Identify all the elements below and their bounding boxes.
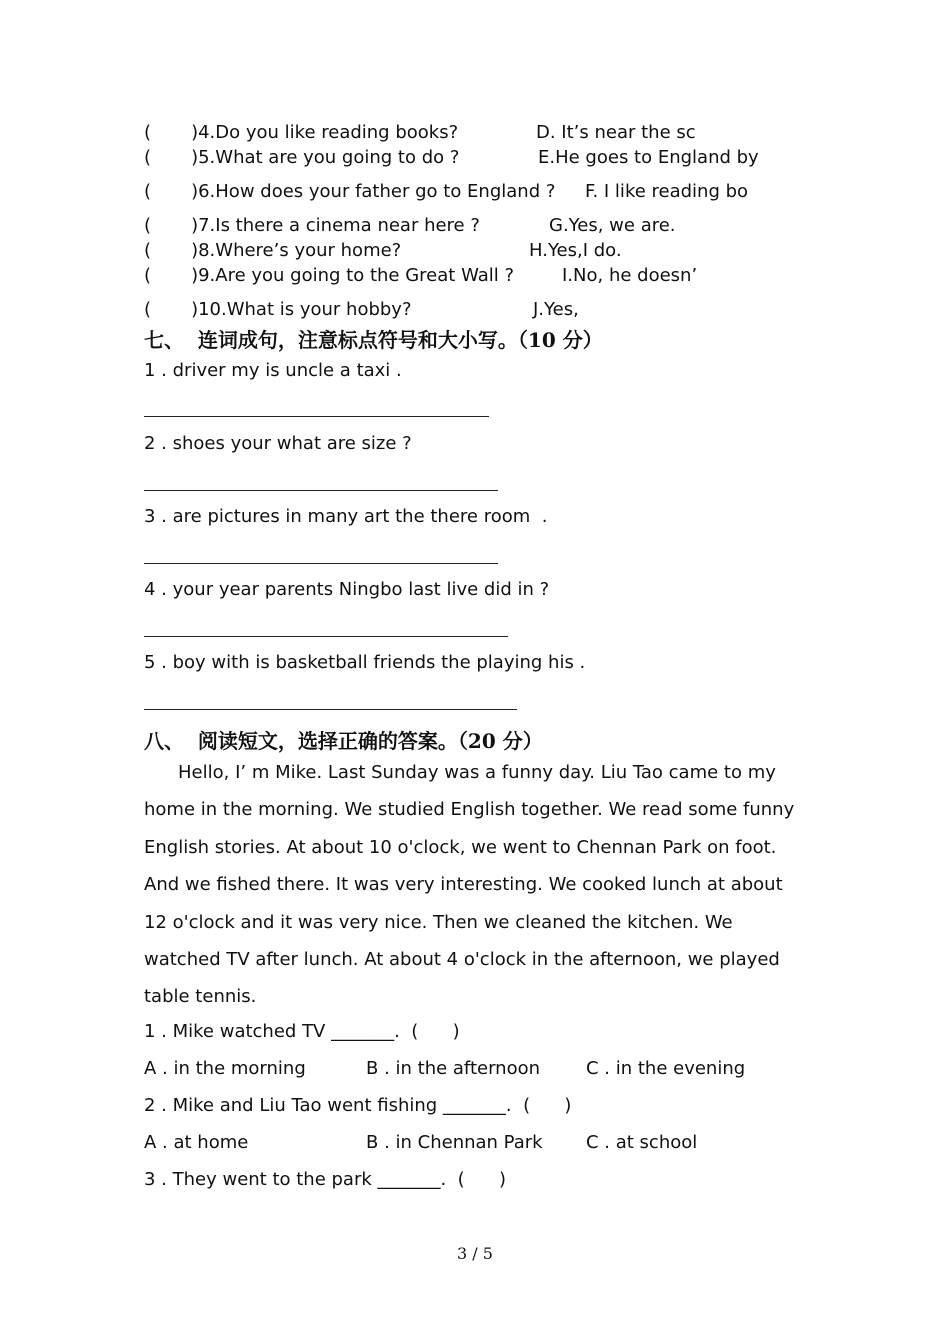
sentence-item: 2 . shoes your what are size ?: [144, 433, 412, 454]
matching-answer: D. It’s near the sc: [536, 122, 696, 143]
answer-line[interactable]: [144, 636, 508, 637]
q2-option-c: C . at school: [586, 1132, 698, 1153]
q1-option-a: A . in the morning: [144, 1058, 306, 1079]
question-3: 3 . They went to the park _______. ( ): [144, 1169, 507, 1190]
sentence-item: 1 . driver my is uncle a taxi .: [144, 360, 402, 381]
q2-option-a: A . at home: [144, 1132, 249, 1153]
answer-line[interactable]: [144, 416, 489, 417]
matching-answer: G.Yes, we are.: [549, 215, 676, 236]
q1-option-b: B . in the afternoon: [366, 1058, 541, 1079]
page-number: 3 / 5: [457, 1244, 493, 1263]
section7-heading: 七、 连词成句，注意标点符号和大小写。（10 分）: [144, 328, 603, 352]
answer-line[interactable]: [144, 563, 498, 564]
matching-question: ( )6.How does your father go to England ?: [144, 181, 556, 202]
matching-question: ( )8.Where’s your home?: [144, 240, 402, 261]
matching-answer: F. I like reading bo: [585, 181, 749, 202]
matching-question: ( )10.What is your hobby?: [144, 299, 412, 320]
matching-question: ( )9.Are you going to the Great Wall ?: [144, 265, 515, 286]
question-1: 1 . Mike watched TV _______. ( ): [144, 1021, 460, 1042]
question-2: 2 . Mike and Liu Tao went fishing _______. ( ): [144, 1095, 572, 1116]
matching-answer: J.Yes,: [533, 299, 579, 320]
section8-heading: 八、 阅读短文，选择正确的答案。（20 分）: [144, 729, 543, 753]
answer-line[interactable]: [144, 709, 517, 710]
sentence-item: 3 . are pictures in many art the there room .: [144, 506, 548, 527]
q1-option-c: C . in the evening: [586, 1058, 746, 1079]
matching-question: ( )4.Do you like reading books?: [144, 122, 459, 143]
passage-text: Hello, I’ m Mike. Last Sunday was a funny day. Liu Tao came to my home in the morning. We studied English together. We read some funny English stories. At about 10 o'clock, we went to Chennan Park on foot. And we fished there. It was very interesting. We cooked lunch at about 12 o'clock and it was very nice. Then we cleaned the kitchen. We watched TV after lunch. At about 4 o'clock in the afternoon, we played table tennis.: [144, 762, 795, 1008]
matching-answer: I.No, he doesn’: [562, 265, 698, 286]
matching-answer: H.Yes,I do.: [529, 240, 622, 261]
matching-question: ( )5.What are you going to do ?: [144, 147, 460, 168]
matching-answer: E.He goes to England by: [538, 147, 759, 168]
reading-passage: [144, 754, 804, 1016]
matching-question: ( )7.Is there a cinema near here ?: [144, 215, 480, 236]
q2-option-b: B . in Chennan Park: [366, 1132, 543, 1153]
answer-line[interactable]: [144, 490, 498, 491]
sentence-item: 4 . your year parents Ningbo last live did in ?: [144, 579, 550, 600]
sentence-item: 5 . boy with is basketball friends the playing his .: [144, 652, 586, 673]
